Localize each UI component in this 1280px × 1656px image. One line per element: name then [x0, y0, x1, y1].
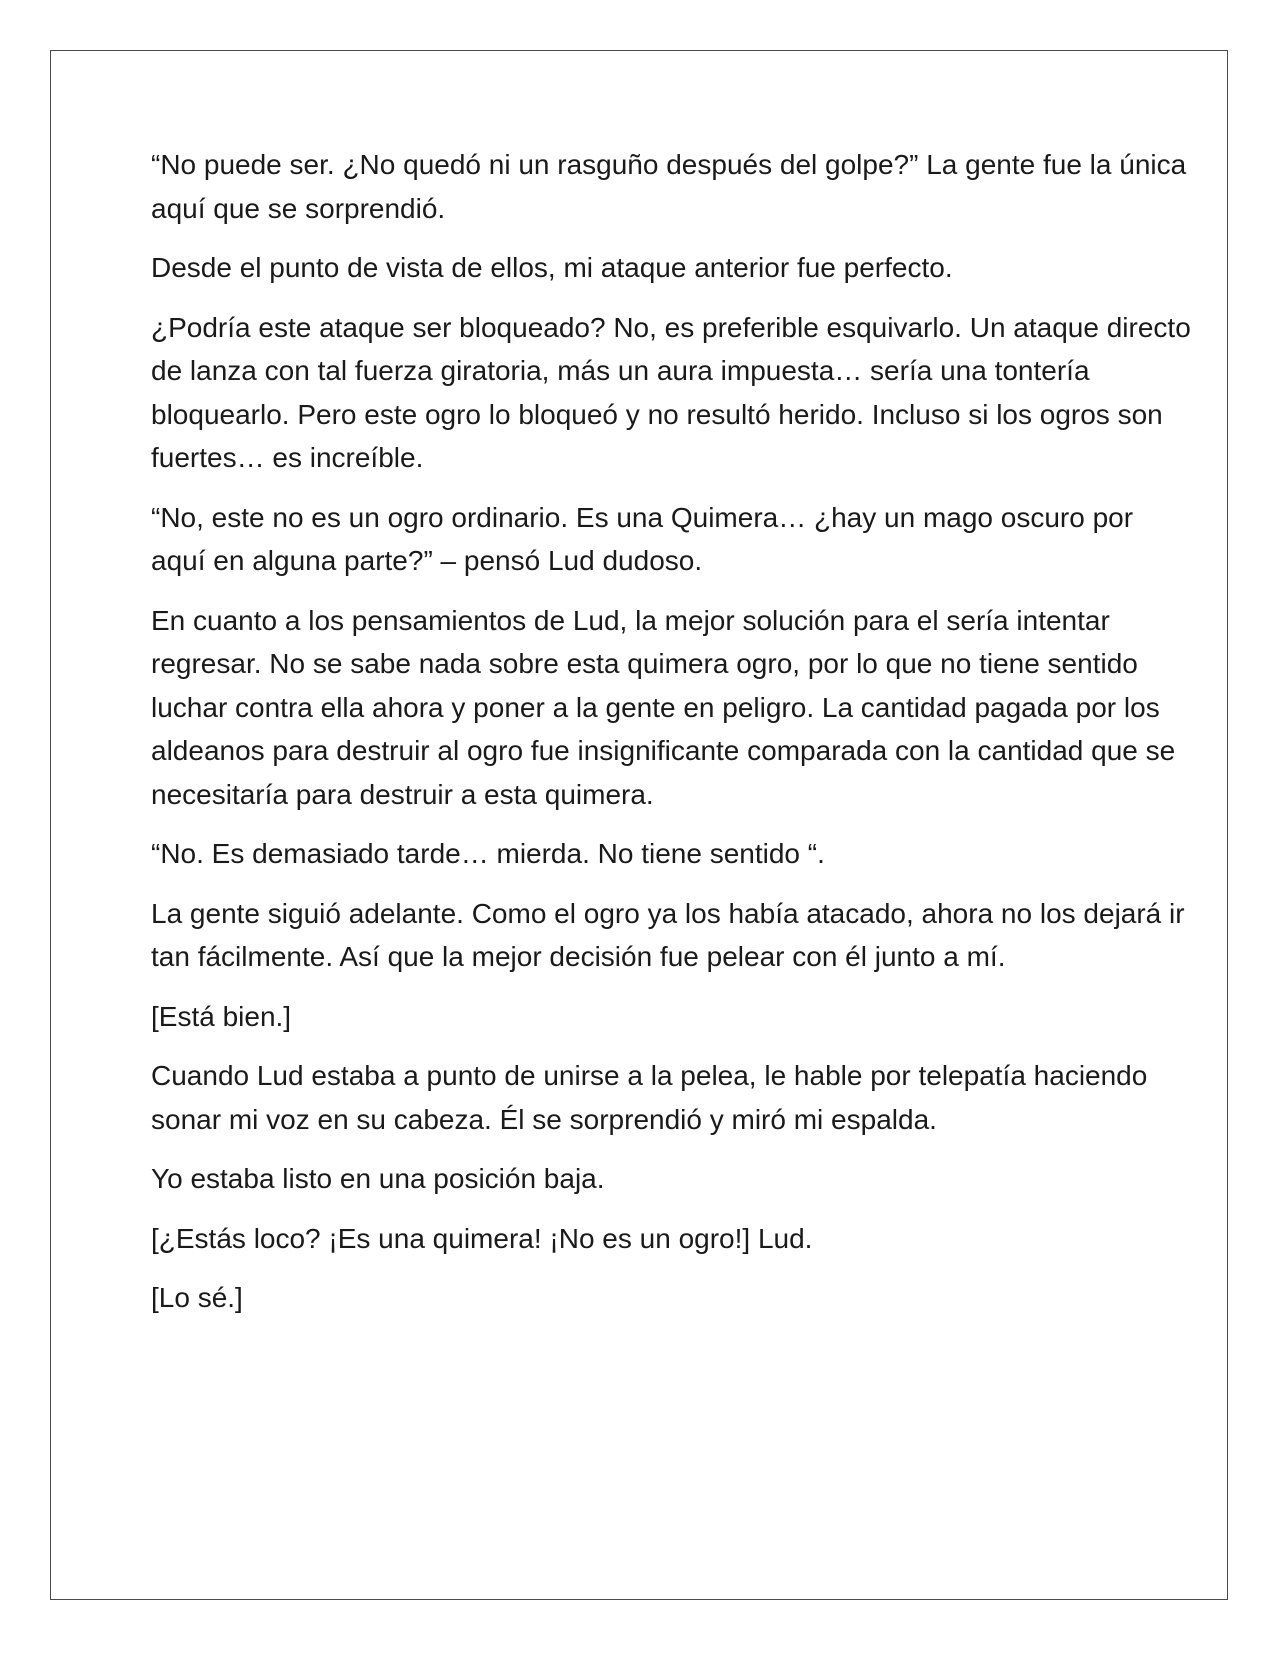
document-page — [50, 50, 1228, 1600]
paragraph: La gente siguió adelante. Como el ogro ya los había atacado, ahora no los dejará ir tan fácilmente. Así que la mejor decisión fue pelear con él junto a mí. — [151, 897, 1185, 972]
paragraph: Desde el punto de vista de ellos, mi ataque anterior fue perfecto. — [151, 252, 953, 283]
paragraph: “No puede ser. ¿No quedó ni un rasguño después del golpe?” La gente fue la única aquí que se sorprendió. — [151, 149, 1187, 224]
paragraph: Cuando Lud estaba a punto de unirse a la pelea, le hable por telepatía haciendo sonar mi voz en su cabeza. Él se sorprendió y miró mi espalda. — [151, 1060, 1148, 1135]
paragraph: [Lo sé.] — [151, 1282, 243, 1313]
paragraph: “No, este no es un ogro ordinario. Es una Quimera… ¿hay un mago oscuro por aquí en alguna parte?” – pensó Lud dudoso. — [151, 501, 1134, 576]
paragraph: “No. Es demasiado tarde… mierda. No tiene sentido “. — [151, 838, 825, 869]
paragraph: Yo estaba listo en una posición baja. — [151, 1163, 605, 1194]
document-body — [151, 143, 1191, 1336]
paragraph: [Está bien.] — [151, 1000, 292, 1032]
paragraph: ¿Podría este ataque ser bloqueado? No, es preferible esquivarlo. Un ataque directo de lanza con tal fuerza giratoria, más un aura impuesta… sería una tontería bloquearlo. Pero este ogro lo bloqueó y no resultó herido. Incluso si los ogros son fuertes… es increíble. — [151, 311, 1191, 473]
paragraph: En cuanto a los pensamientos de Lud, la mejor solución para el sería intentar regresar. No se sabe nada sobre esta quimera ogro, por lo que no tiene sentido luchar contra ella ahora y poner a la gente en peligro. La cantidad pagada por los aldeanos para destruir al ogro fue insignificante comparada con la cantidad que se necesitaría para destruir a esta quimera. — [151, 604, 1176, 810]
paragraph: [¿Estás loco? ¡Es una quimera! ¡No es un ogro!] Lud. — [151, 1222, 813, 1254]
